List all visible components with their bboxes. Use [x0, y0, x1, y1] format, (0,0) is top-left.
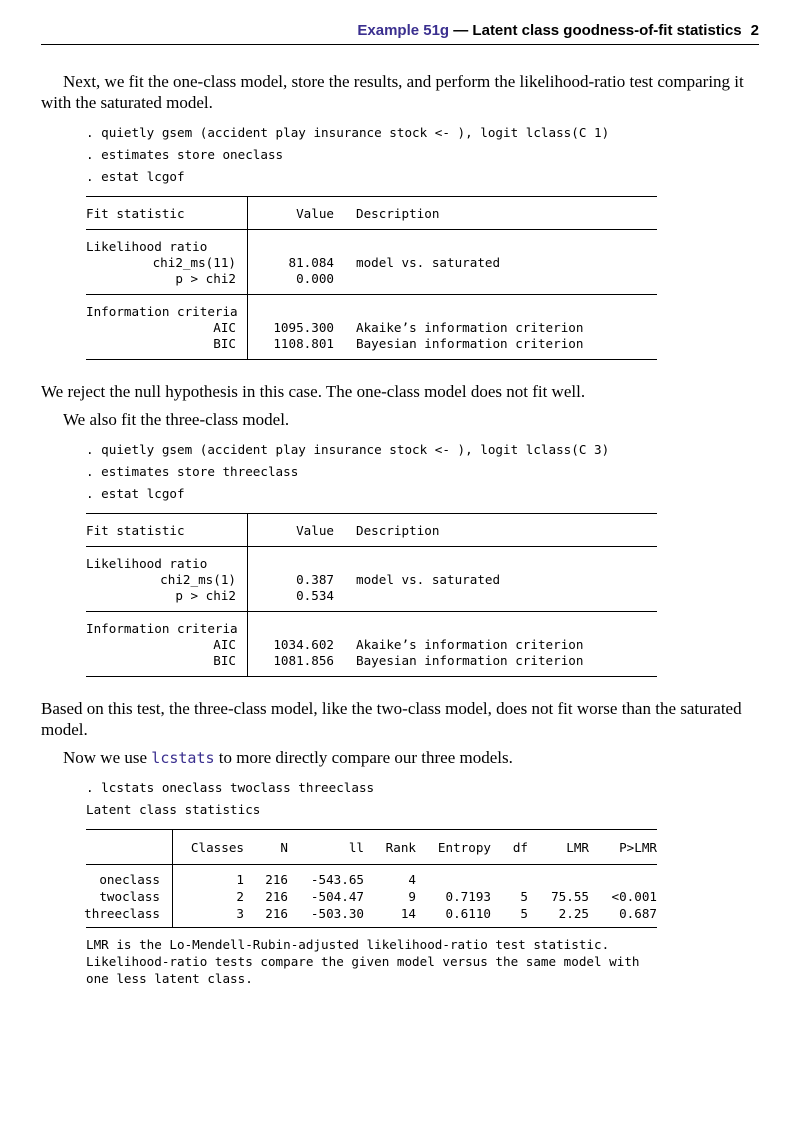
table-cell: 1	[236, 872, 244, 887]
header-value: Value	[296, 206, 334, 221]
table-cell: 216	[265, 889, 288, 904]
column-header: LMR	[566, 840, 589, 855]
table-cell: <0.001	[611, 889, 657, 904]
aic-label: AIC	[213, 637, 236, 652]
bic-value: 1108.801	[273, 336, 334, 351]
aic-label: AIC	[213, 320, 236, 335]
table-cell: 75.55	[551, 889, 589, 904]
paragraph-three-class: We also fit the three-class model.	[63, 410, 290, 429]
table-cell: -543.65	[310, 872, 364, 887]
table-cell: 0.687	[619, 906, 657, 921]
command-line: . estat lcgof	[86, 486, 185, 501]
header-fit-statistic: Fit statistic	[86, 206, 185, 221]
table-cell: -503.30	[310, 906, 364, 921]
chi2-label: chi2_ms(1)	[160, 572, 236, 587]
column-header: Entropy	[437, 840, 491, 855]
p-label: p > chi2	[175, 588, 236, 603]
text-span: Now we use	[63, 748, 152, 767]
table-cell: 2	[236, 889, 244, 904]
table-cell: 2.25	[558, 906, 589, 921]
command-lcstats: . lcstats oneclass twoclass threeclass	[86, 780, 375, 795]
table-header	[86, 514, 657, 547]
header-fit-statistic: Fit statistic	[86, 523, 185, 538]
table-header	[86, 197, 657, 230]
column-header: ll	[348, 840, 364, 855]
paragraph-based-on-test: Based on this test, the three-class model, like the two-class model, does not fit worse than the saturated model.	[41, 699, 742, 739]
command-line: . estimates store threeclass	[86, 464, 299, 479]
ic-label: Information criteria	[86, 304, 238, 319]
table-cell: 5	[520, 906, 528, 921]
table-body	[86, 865, 657, 927]
table-cell: 4	[408, 872, 416, 887]
fit-table-oneclass	[86, 196, 657, 360]
table-header	[86, 830, 657, 865]
fit-table-threeclass	[86, 513, 657, 677]
p-value: 0.000	[296, 271, 334, 286]
command-line: . estat lcgof	[86, 169, 185, 184]
information-criteria-section	[86, 295, 657, 359]
table-cell: 5	[520, 889, 528, 904]
chi2-description: model vs. saturated	[356, 572, 501, 587]
footnote-line: LMR is the Lo-Mendell-Rubin-adjusted likelihood-ratio test statistic.	[86, 937, 610, 952]
likelihood-ratio-section	[86, 230, 657, 295]
column-header: Classes	[190, 840, 244, 855]
bic-description: Bayesian information criterion	[356, 336, 584, 351]
row-model-label: threeclass	[84, 906, 160, 921]
aic-value: 1034.602	[273, 637, 334, 652]
header-description: Description	[356, 523, 440, 538]
aic-description: Akaike’s information criterion	[356, 637, 584, 652]
row-model-label: twoclass	[99, 889, 160, 904]
column-header: Rank	[385, 840, 416, 855]
lr-label: Likelihood ratio	[86, 239, 208, 254]
bic-description: Bayesian information criterion	[356, 653, 584, 668]
ic-label: Information criteria	[86, 621, 238, 636]
table-cell: 9	[408, 889, 416, 904]
lr-label: Likelihood ratio	[86, 556, 208, 571]
aic-description: Akaike’s information criterion	[356, 320, 584, 335]
likelihood-ratio-section	[86, 547, 657, 612]
footnotes	[86, 936, 640, 987]
text-span: to more directly compare our three models.	[214, 748, 513, 767]
information-criteria-section	[86, 612, 657, 676]
page-number: 2	[750, 22, 759, 39]
example-link[interactable]: Example 51g	[357, 22, 450, 39]
header-description: Description	[356, 206, 440, 221]
row-model-label: oneclass	[99, 872, 160, 887]
chi2-value: 81.084	[288, 255, 334, 270]
lcstats-title: Latent class statistics	[86, 802, 261, 817]
command-line: . estimates store oneclass	[86, 147, 284, 162]
bic-value: 1081.856	[273, 653, 334, 668]
paragraph-reject: We reject the null hypothesis in this case. The one-class model does not fit well.	[41, 382, 586, 401]
command-line: . quietly gsem (accident play insurance stock <- ), logit lclass(C 3)	[86, 442, 610, 457]
column-header: df	[512, 840, 528, 855]
aic-value: 1095.300	[273, 320, 334, 335]
table-cell: 14	[400, 906, 416, 921]
chi2-label: chi2_ms(11)	[152, 255, 236, 270]
header-value: Value	[296, 523, 334, 538]
bic-label: BIC	[213, 653, 236, 668]
column-header: N	[280, 840, 288, 855]
p-value: 0.534	[296, 588, 334, 603]
chi2-description: model vs. saturated	[356, 255, 501, 270]
table-cell: 0.6110	[445, 906, 491, 921]
command-block-2	[86, 441, 609, 502]
command-line: . quietly gsem (accident play insurance stock <- ), logit lclass(C 1)	[86, 125, 610, 140]
table-cell: 216	[265, 872, 288, 887]
column-header: P>LMR	[619, 840, 657, 855]
page-header	[41, 14, 759, 45]
footnote-line: Likelihood-ratio tests compare the given model versus the same model with	[86, 954, 640, 969]
chi2-value: 0.387	[296, 572, 334, 587]
paragraph-lcstats	[41, 747, 761, 769]
header-text	[357, 22, 759, 39]
paragraph-intro: Next, we fit the one-class model, store the results, and perform the likelihood-ratio test comparing it with the saturated model.	[41, 72, 744, 112]
table-cell: -504.47	[310, 889, 364, 904]
header-title: — Latent class goodness-of-fit statistics	[453, 22, 742, 39]
table-cell: 0.7193	[445, 889, 491, 904]
bic-label: BIC	[213, 336, 236, 351]
command-block-1	[86, 124, 609, 185]
table-cell: 216	[265, 906, 288, 921]
p-label: p > chi2	[175, 271, 236, 286]
latent-class-stats-table	[86, 829, 657, 928]
lcstats-link[interactable]: lcstats	[151, 749, 215, 767]
footnote-line: one less latent class.	[86, 971, 253, 986]
table-cell: 3	[236, 906, 244, 921]
